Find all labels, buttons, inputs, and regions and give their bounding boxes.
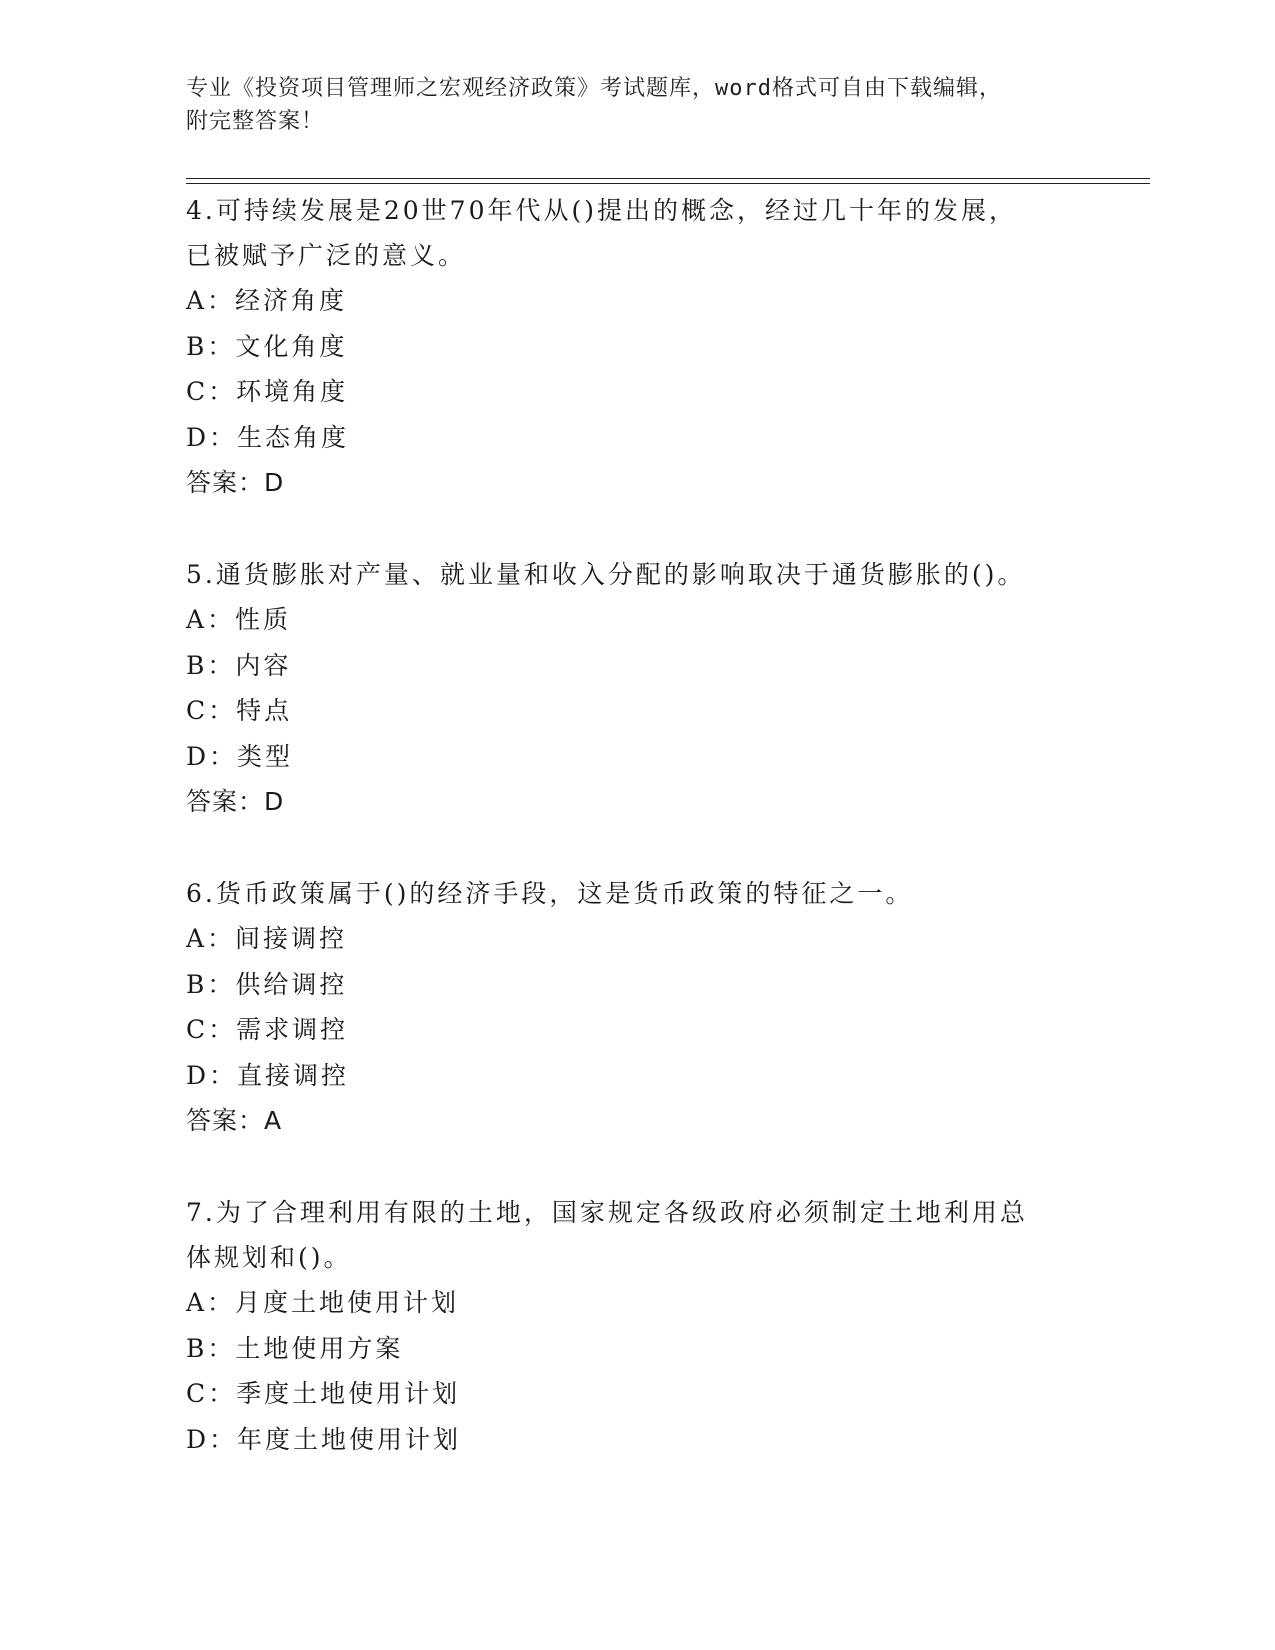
option-d: D：年度土地使用计划 [186,1424,462,1454]
question-spacer [186,824,1086,871]
question-stem-line: 6.货币政策属于()的经济手段，这是货币政策的特征之一。 [186,879,914,908]
header-line-2: 附完整答案！ [186,109,325,134]
option-d: D：类型 [186,741,294,771]
option-c: C：环境角度 [186,377,349,406]
option-b: B：内容 [186,650,292,680]
question-stem-line: 7.为了合理利用有限的土地，国家规定各级政府必须制定土地利用总 [186,1198,1028,1227]
answer-line: 答案：A [186,1106,283,1135]
question-4 [186,188,1086,505]
option-d: D：直接调控 [186,1060,350,1090]
question-spacer [186,1143,1086,1190]
document-header [186,72,1066,138]
option-b: B：供给调控 [186,969,348,999]
header-rule-bottom [186,183,1150,184]
question-stem-line: 已被赋予广泛的意义。 [186,241,467,270]
option-a: A：间接调控 [186,924,348,953]
question-stem-line: 体规划和()。 [186,1243,352,1272]
answer-line: 答案：D [186,787,285,816]
option-b: B：土地使用方案 [186,1333,404,1363]
option-c: C：季度土地使用计划 [186,1379,461,1408]
option-b: B：文化角度 [186,331,348,361]
question-7 [186,1190,1086,1462]
option-c: C：需求调控 [186,1015,349,1044]
question-stem-line: 4.可持续发展是20世70年代从()提出的概念，经过几十年的发展， [186,196,1017,225]
question-5 [186,552,1086,824]
question-spacer [186,505,1086,552]
option-d: D：生态角度 [186,422,350,452]
option-c: C：特点 [186,696,293,725]
option-a: A：经济角度 [186,286,348,315]
header-rule-top [186,178,1150,179]
question-list [186,188,1086,1462]
header-line-1: 专业《投资项目管理师之宏观经济政策》考试题库，word格式可自由下载编辑， [186,76,1002,101]
option-a: A：性质 [186,605,292,634]
option-a: A：月度土地使用计划 [186,1288,460,1317]
answer-line: 答案：D [186,468,285,497]
question-6 [186,871,1086,1143]
question-stem-line: 5.通货膨胀对产量、就业量和收入分配的影响取决于通货膨胀的()。 [186,560,1026,589]
